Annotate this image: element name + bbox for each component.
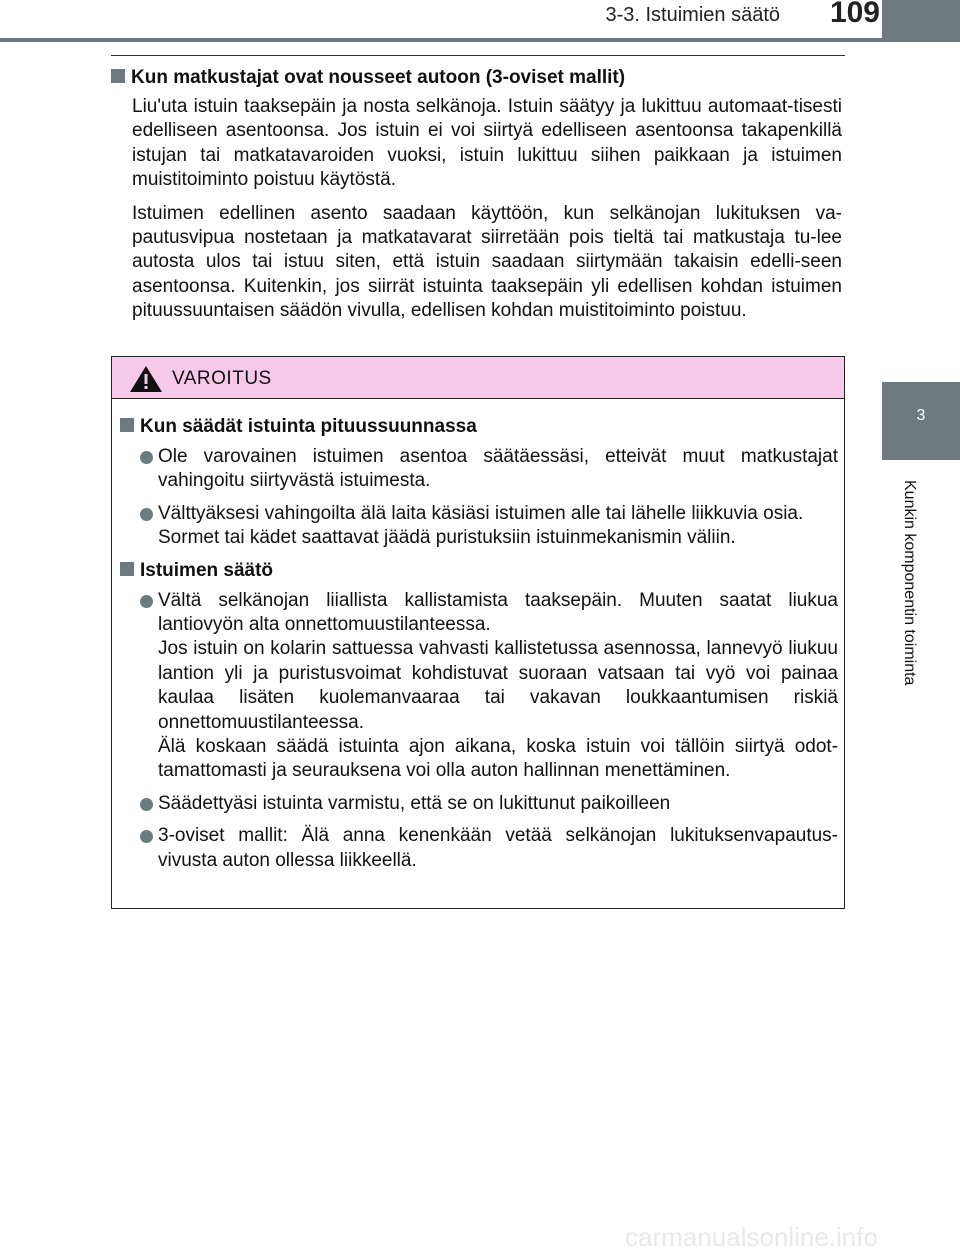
bullet-dot-icon — [140, 830, 153, 843]
paragraph: Istuimen edellinen asento saadaan käyttöön, kun selkänojan lukituksen va-pautusvipua nostetaan ja matkatavarat siirretään pois tieltä tai matkustaja tu-lee autosta ulos tai istuu siten, että istuin saadaan siirtymään takaisin edelli-seen asentoonsa. Kuitenkin, jos siirrät istuinta taaksepäin yli edellisen kohdan istuimen pituussuuntaisen säädön vivulla, edellisen kohdan muistitoiminto poistuu. — [132, 202, 842, 322]
warning-group-heading-text: Istuimen säätö — [140, 559, 274, 581]
bullet-text: 3-oviset mallit: Älä anna kenenkään vetää selkänojan lukituksenvapautus-vivusta auton ollessa liikkeellä. — [158, 825, 838, 871]
chapter-tab[interactable] — [882, 382, 960, 460]
bullet-text: Välttyäksesi vahingoilta älä laita käsiäsi istuimen alle tai lähelle liikkuvia osia. — [158, 502, 804, 524]
content-divider — [111, 55, 845, 56]
square-bullet-icon — [111, 69, 125, 83]
bullet-dot-icon — [140, 798, 153, 811]
square-bullet-icon — [120, 418, 134, 432]
bullet-text: Älä koskaan säädä istuinta ajon aikana, koska istuin voi tällöin siirtyä odot-tamattomasti ja seurauksena voi olla auton hallinnan menettäminen. — [158, 736, 838, 782]
warning-group-heading — [120, 415, 838, 439]
page-number: 109 — [829, 0, 880, 29]
bullet-dot-icon — [140, 508, 153, 521]
square-bullet-icon — [120, 562, 134, 576]
bullet-text: Vältä selkänojan liiallista kallistamista taaksepäin. Muuten saatat liukua lantiovyön alta onnettomuustilanteessa. — [158, 589, 838, 636]
warning-bullet — [120, 445, 838, 494]
warning-label: VAROITUS — [172, 368, 272, 389]
warning-bullet — [120, 502, 838, 551]
bullet-text: Jos istuin on kolarin sattuessa vahvasti kallistetussa asennossa, lannevyö liukuu lantion yli ja puristusvoimat kohdistuvat suoraan vatsaan tai vyö voi painaa kaulaa lisäten kuolemanvaaraa tai vakavan loukkaantumisen riskiä onnettomuustilanteessa. — [158, 638, 838, 733]
section-heading — [111, 66, 851, 90]
bullet-text: Säädettyäsi istuinta varmistu, että se on lukittunut paikoilleen — [158, 792, 671, 814]
section-heading-text: Kun matkustajat ovat nousseet autoon (3-oviset mallit) — [131, 67, 626, 88]
bullet-dot-icon — [140, 451, 153, 464]
warning-group-heading-text: Kun säädät istuinta pituussuunnassa — [140, 416, 477, 437]
warning-body — [120, 415, 838, 873]
chapter-number: 3 — [916, 407, 926, 424]
top-tab — [882, 0, 960, 38]
paragraph: Liu'uta istuin taaksepäin ja nosta selkänoja. Istuin säätyy ja lukittuu automaat-tisesti edelliseen asentoonsa. Jos istuin ei voi siirtyä edelliseen asentoonsa takapenkillä istujan tai matkatavaroiden vuoksi, istuin lukittuu siihen paikkaan ja istuimen muistitoiminto poistuu käytöstä. — [132, 96, 842, 191]
warning-header — [112, 357, 844, 399]
warning-triangle-icon — [129, 365, 163, 393]
warning-group-heading — [120, 559, 838, 583]
section-block — [111, 66, 851, 324]
header-rule — [0, 38, 960, 42]
bullet-text: Ole varovainen istuimen asentoa säätäessäsi, etteivät muut matkustajat vahingoitu siirtyvästä istuimesta. — [158, 446, 838, 492]
bullet-text: Sormet tai kädet saattavat jäädä puristuksiin istuinmekanismin väliin. — [158, 527, 736, 549]
warning-bullet — [120, 792, 838, 816]
warning-box — [111, 356, 845, 909]
warning-bullet — [120, 589, 838, 784]
warning-bullet — [120, 824, 838, 873]
chapter-label: Kunkin komponentin toiminta — [901, 480, 918, 686]
watermark: carmanualsonline.info — [625, 1222, 878, 1252]
bullet-dot-icon — [140, 595, 153, 608]
section-header-title: 3-3. Istuimien säätö — [605, 4, 780, 26]
